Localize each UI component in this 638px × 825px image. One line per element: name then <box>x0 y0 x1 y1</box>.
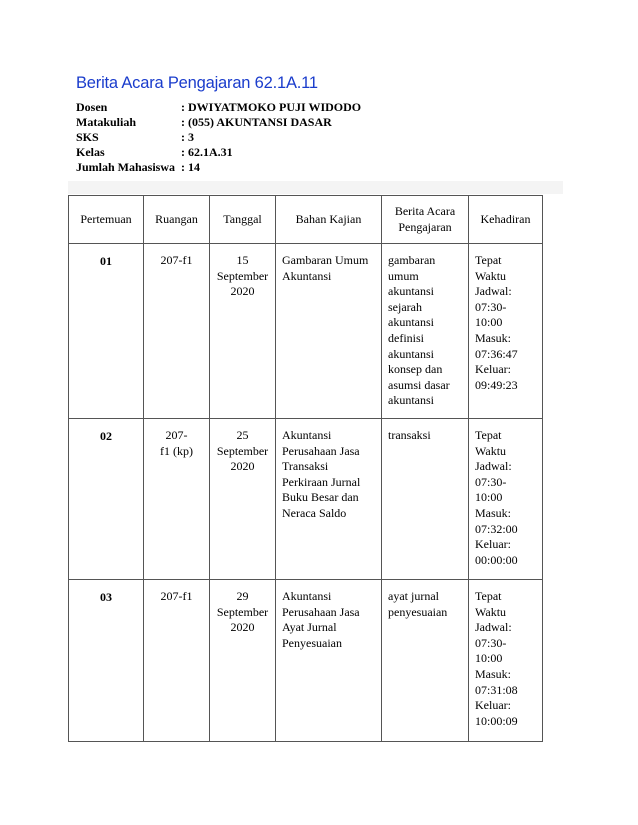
cell-kehadiran <box>469 244 543 419</box>
meta-value: : 3 <box>181 130 194 144</box>
cell-line: September <box>216 443 269 458</box>
cell-line: Tepat <box>475 253 502 267</box>
cell-line: Akuntansi <box>282 268 332 283</box>
cell-line: 2020 <box>230 284 255 299</box>
cell-line: Neraca Saldo <box>282 505 347 520</box>
cell-line: Keluar: <box>475 537 511 552</box>
cell-line: 07:36:47 <box>475 346 518 361</box>
cell-line: akuntansi <box>388 346 434 361</box>
cell-line: Perusahaan Jasa <box>282 443 360 458</box>
cell-line: Masuk: <box>475 330 511 345</box>
cell-line: gambaran <box>388 253 436 267</box>
cell-line: Perkiraan Jurnal <box>282 474 361 489</box>
cell-line: Waktu <box>475 268 507 283</box>
column-header-berita-acara: Berita Acara Pengajaran <box>382 196 469 244</box>
meta-label: Kelas <box>76 145 105 159</box>
cell-line: sejarah <box>388 299 422 314</box>
divider-strip <box>68 181 563 194</box>
attendance-table-container <box>68 195 542 742</box>
meta-value: : DWIYATMOKO PUJI WIDODO <box>181 100 362 114</box>
cell-pertemuan: 03 <box>69 580 144 742</box>
cell-line: 2020 <box>230 459 255 474</box>
cell-line: transaksi <box>388 428 431 442</box>
cell-line: 10:00 <box>475 651 503 666</box>
meta-row-sks <box>76 130 361 145</box>
cell-line: Jadwal: <box>475 620 512 635</box>
cell-line: Buku Besar dan <box>282 490 359 505</box>
meta-label: Jumlah Mahasiswa <box>76 160 176 174</box>
cell-line: Jadwal: <box>475 459 512 474</box>
cell-line: Tepat <box>475 589 502 603</box>
meta-row-dosen <box>76 100 361 115</box>
cell-line: 207- <box>165 428 188 442</box>
cell-line: 2020 <box>230 620 255 635</box>
meta-row-matakuliah <box>76 115 361 130</box>
cell-line: 00:00:00 <box>475 552 518 567</box>
cell-berita-acara <box>382 580 469 742</box>
column-header-tanggal: Tanggal <box>210 196 276 244</box>
cell-line: 29 <box>236 589 249 603</box>
cell-line: ayat jurnal <box>388 589 439 603</box>
cell-line: 07:30- <box>475 299 507 314</box>
cell-line: definisi <box>388 330 424 345</box>
column-header-ruangan: Ruangan <box>144 196 210 244</box>
table-body <box>69 244 543 742</box>
meta-row-kelas <box>76 145 361 160</box>
cell-tanggal <box>210 419 276 580</box>
page-title: Berita Acara Pengajaran 62.1A.11 <box>76 74 318 92</box>
cell-line: Transaksi <box>282 459 329 474</box>
table-header-row <box>69 196 543 244</box>
cell-line: 15 <box>236 253 249 267</box>
cell-line: Waktu <box>475 604 507 619</box>
cell-line: Waktu <box>475 443 507 458</box>
cell-line: Perusahaan Jasa <box>282 604 360 619</box>
cell-tanggal <box>210 244 276 419</box>
cell-line: f1 (kp) <box>160 443 193 458</box>
meta-value: : 14 <box>181 160 200 174</box>
table-row <box>69 580 543 742</box>
cell-line: 07:31:08 <box>475 682 518 697</box>
cell-line: 07:30- <box>475 474 507 489</box>
cell-line: 10:00 <box>475 315 503 330</box>
cell-line: Masuk: <box>475 666 511 681</box>
cell-line: September <box>216 268 269 283</box>
cell-bahan-kajian <box>276 419 382 580</box>
cell-line: Masuk: <box>475 505 511 520</box>
cell-line: akuntansi <box>388 315 434 330</box>
meta-value: : 62.1A.31 <box>181 145 233 159</box>
meta-label: SKS <box>76 130 99 144</box>
cell-kehadiran <box>469 580 543 742</box>
cell-pertemuan: 01 <box>69 244 144 419</box>
meta-label: Matakuliah <box>76 115 137 129</box>
course-info <box>76 100 361 175</box>
cell-line: Gambaran Umum <box>282 253 369 267</box>
cell-line: 09:49:23 <box>475 377 518 392</box>
cell-line: Jadwal: <box>475 284 512 299</box>
cell-line: 25 <box>236 428 249 442</box>
cell-ruangan <box>144 244 210 419</box>
teaching-record-table <box>68 195 543 742</box>
cell-tanggal <box>210 580 276 742</box>
cell-line: Akuntansi <box>282 428 332 442</box>
cell-pertemuan: 02 <box>69 419 144 580</box>
cell-line: 07:32:00 <box>475 521 518 536</box>
cell-line: asumsi dasar <box>388 377 450 392</box>
cell-line: Akuntansi <box>282 589 332 603</box>
cell-line: penyesuaian <box>388 604 448 619</box>
cell-line: konsep dan <box>388 362 443 377</box>
column-header-pertemuan: Pertemuan <box>69 196 144 244</box>
cell-line: 10:00 <box>475 490 503 505</box>
cell-ruangan <box>144 419 210 580</box>
meta-label: Dosen <box>76 100 108 114</box>
meta-row-jumlah-mahasiswa <box>76 160 361 175</box>
column-header-kehadiran: Kehadiran <box>469 196 543 244</box>
cell-ruangan <box>144 580 210 742</box>
cell-line: Ayat Jurnal <box>282 620 337 635</box>
cell-line: Keluar: <box>475 698 511 713</box>
cell-line: 207-f1 <box>160 253 193 267</box>
cell-line: 207-f1 <box>160 589 193 603</box>
cell-berita-acara <box>382 244 469 419</box>
cell-line: akuntansi <box>388 284 434 299</box>
column-header-bahan-kajian: Bahan Kajian <box>276 196 382 244</box>
cell-kehadiran <box>469 419 543 580</box>
table-row <box>69 244 543 419</box>
cell-line: 10:00:09 <box>475 713 518 728</box>
table-row <box>69 419 543 580</box>
cell-berita-acara <box>382 419 469 580</box>
cell-line: September <box>216 604 269 619</box>
cell-line: akuntansi <box>388 393 434 408</box>
cell-line: Keluar: <box>475 362 511 377</box>
cell-bahan-kajian <box>276 580 382 742</box>
cell-line: umum <box>388 268 419 283</box>
cell-line: Penyesuaian <box>282 635 342 650</box>
cell-bahan-kajian <box>276 244 382 419</box>
meta-value: : (055) AKUNTANSI DASAR <box>181 115 332 129</box>
cell-line: 07:30- <box>475 635 507 650</box>
cell-line: Tepat <box>475 428 502 442</box>
